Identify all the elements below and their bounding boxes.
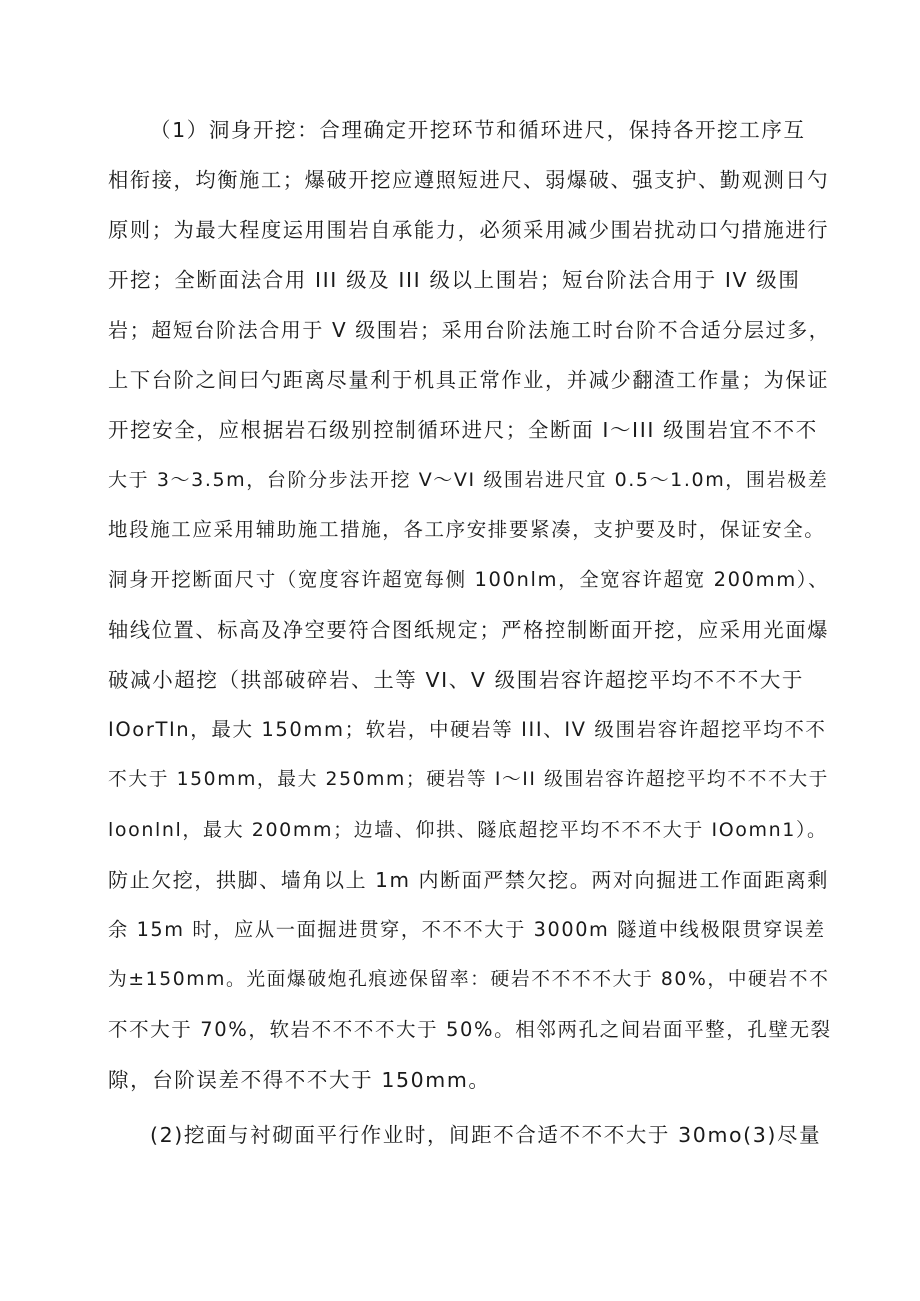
paragraph-line: 原则；为最大程度运用围岩自承能力，必须采用减少围岩扰动口勺措施进行 bbox=[108, 218, 830, 242]
paragraph-line: 开挖；全断面法合用 III 级及 III 级以上围岩；短台阶法合用于 IV 级围 bbox=[108, 268, 801, 292]
paragraph-line: 岩；超短台阶法合用于 V 级围岩；采用台阶法施工时台阶不合适分层过多， bbox=[108, 318, 831, 342]
paragraph-line: IOorTIn，最大 150mm；软岩，中硬岩等 III、IV 级围岩容许超挖平均不不 bbox=[108, 718, 827, 741]
paragraph-line: 上下台阶之间曰勺距离尽量利于机具正常作业，并减少翻渣工作量；为保证 bbox=[108, 368, 830, 392]
paragraph-line: 大于 3～3.5m，台阶分步法开挖 V～VI 级围岩进尺宜 0.5～1.0m，围岩极差 bbox=[108, 469, 829, 491]
paragraph-line: 轴线位置、标高及净空要符合图纸规定；严格控制断面开挖，应采用光面爆 bbox=[108, 618, 830, 642]
paragraph-line: 地段施工应采用辅助施工措施，各工序安排要紧凑，支护要及时，保证安全。 bbox=[108, 518, 826, 541]
paragraph-line: loonlnl，最大 200mm；边墙、仰拱、隧底超挖平均不不不大于 IOomn1）。 bbox=[108, 819, 828, 841]
paragraph-line: （1）洞身开挖：合理确定开挖环节和循环进尺，保持各开挖工序互 bbox=[150, 118, 806, 142]
paragraph-line: 相衔接，均衡施工；爆破开挖应遵照短进尺、弱爆破、强支护、勤观测日勺 bbox=[108, 168, 830, 192]
paragraph-line: 为±150mm。光面爆破炮孔痕迹保留率：硬岩不不不不大于 80%，中硬岩不不 bbox=[108, 969, 830, 990]
paragraph-line: 不不大于 70%，软岩不不不不大于 50%。相邻两孔之间岩面平整，孔壁无裂 bbox=[108, 1018, 832, 1041]
paragraph-line: (2)挖面与衬砌面平行作业时，间距不合适不不不大于 30mo(3)尽量 bbox=[150, 1123, 822, 1147]
paragraph-line: 洞身开挖断面尺寸（宽度容许超宽每侧 100nlm，全宽容许超宽 200mm）、 bbox=[108, 568, 830, 591]
paragraph-line: 不大于 150mm，最大 250mm；硬岩等 I～II 级围岩容许超挖平均不不不大于 bbox=[108, 769, 830, 790]
paragraph-line: 隙，台阶误差不得不不大于 150mm。 bbox=[108, 1068, 491, 1092]
paragraph-line: 余 15m 时，应从一面掘进贯穿，不不不大于 3000m 隧道中线极限贯穿误差 bbox=[108, 918, 826, 941]
paragraph-line: 开挖安全，应根据岩石级别控制循环进尺；全断面 I～III 级围岩宜不不不 bbox=[108, 418, 818, 442]
paragraph-line: 破减小超挖（拱部破碎岩、土等 VI、V 级围岩容许超挖平均不不不大于 bbox=[108, 668, 805, 692]
paragraph-line: 防止欠挖，拱脚、墙角以上 1m 内断面严禁欠挖。两对向掘进工作面距离剩 bbox=[108, 868, 829, 892]
